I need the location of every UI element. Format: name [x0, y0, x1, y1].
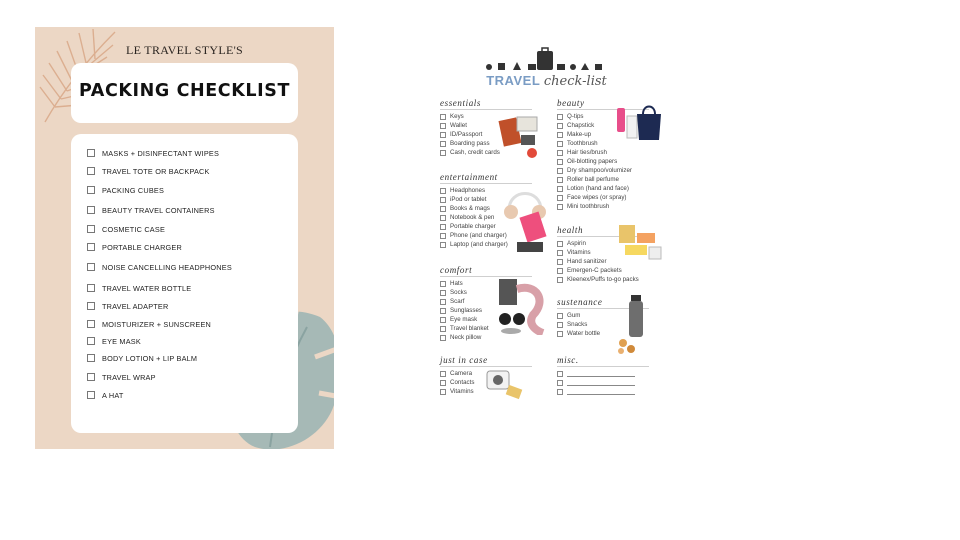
list-item[interactable]: Hand sanitizer — [557, 257, 649, 266]
checkbox[interactable] — [440, 380, 446, 386]
checkbox[interactable] — [557, 268, 563, 274]
list-item[interactable]: Mini toothbrush — [557, 202, 649, 211]
list-item[interactable]: Chapstick — [557, 121, 649, 130]
section-heading: entertainment — [440, 172, 532, 184]
checkbox[interactable] — [557, 114, 563, 120]
checklist-item[interactable]: TRAVEL TOTE OR BACKPACK — [87, 165, 210, 177]
section-heading: health — [557, 225, 649, 237]
checkbox[interactable] — [440, 389, 446, 395]
checklist-item[interactable]: TRAVEL WRAP — [87, 371, 156, 383]
checkbox[interactable] — [557, 177, 563, 183]
checkbox[interactable] — [87, 284, 95, 292]
list-item[interactable]: Kleenex/Puffs to-go packs — [557, 275, 649, 284]
checkbox[interactable] — [87, 320, 95, 328]
checklist-title: PACKING CHECKLIST — [78, 81, 291, 101]
checkbox[interactable] — [87, 337, 95, 345]
entertainment-photo — [503, 180, 553, 255]
checkbox[interactable] — [440, 242, 446, 248]
checkbox[interactable] — [87, 391, 95, 399]
checkbox[interactable] — [87, 225, 95, 233]
list-item[interactable]: Water bottle — [557, 329, 649, 338]
list-item[interactable]: Eye mask — [440, 315, 532, 324]
list-item[interactable]: Aspirin — [557, 239, 649, 248]
section-heading: beauty — [557, 98, 649, 110]
checklist-item[interactable]: TRAVEL ADAPTER — [87, 300, 168, 312]
checklist-list — [71, 134, 298, 433]
list-item[interactable]: Dry shampoo/volumizer — [557, 166, 649, 175]
checkbox[interactable] — [440, 326, 446, 332]
list-item[interactable]: Phone (and charger) — [440, 231, 532, 240]
list-item[interactable]: Neck pillow — [440, 333, 532, 342]
checkbox[interactable] — [440, 233, 446, 239]
checklist-item[interactable]: COSMETIC CASE — [87, 223, 165, 235]
checklist-item[interactable]: BODY LOTION + LIP BALM — [87, 352, 197, 364]
checkbox[interactable] — [440, 132, 446, 138]
checkbox[interactable] — [557, 380, 563, 386]
list-item[interactable]: Vitamins — [440, 387, 532, 396]
list-item[interactable]: Notebook & pen — [440, 213, 532, 222]
checkbox[interactable] — [87, 186, 95, 194]
checklist-item[interactable]: BEAUTY TRAVEL CONTAINERS — [87, 204, 215, 216]
blank-line[interactable] — [567, 389, 635, 395]
list-item[interactable]: Roller ball perfume — [557, 175, 649, 184]
blank-line[interactable] — [567, 380, 635, 386]
checklist-item[interactable]: MASKS + DISINFECTANT WIPES — [87, 147, 219, 159]
checklist-item[interactable]: PORTABLE CHARGER — [87, 241, 182, 253]
list-item[interactable]: Lotion (hand and face) — [557, 184, 649, 193]
checkbox[interactable] — [440, 123, 446, 129]
just-in-case-photo — [485, 367, 525, 401]
list-item[interactable]: Oil-blotting papers — [557, 157, 649, 166]
list-item[interactable]: Travel blanket — [440, 324, 532, 333]
checklist-item[interactable]: PACKING CUBES — [87, 184, 164, 196]
title-box — [71, 63, 298, 123]
list-item[interactable]: Keys — [440, 112, 532, 121]
list-item[interactable]: Camera — [440, 369, 532, 378]
list-item[interactable]: Contacts — [440, 378, 532, 387]
list-item[interactable]: Snacks — [557, 320, 649, 329]
health-photo — [617, 221, 665, 263]
checklist-item[interactable]: TRAVEL WATER BOTTLE — [87, 282, 191, 294]
comfort-photo — [497, 275, 549, 335]
checkbox[interactable] — [440, 290, 446, 296]
checkbox[interactable] — [440, 371, 446, 377]
checklist-item[interactable]: MOISTURIZER + SUNSCREEN — [87, 318, 211, 330]
section-heading: sustenance — [557, 297, 649, 309]
checkbox[interactable] — [557, 313, 563, 319]
list-item[interactable]: Scarf — [440, 297, 532, 306]
checkbox[interactable] — [557, 168, 563, 174]
list-item[interactable]: Wallet — [440, 121, 532, 130]
checkbox[interactable] — [440, 281, 446, 287]
section-heading: comfort — [440, 265, 532, 277]
checkbox[interactable] — [557, 132, 563, 138]
checkbox[interactable] — [557, 123, 563, 129]
list-item[interactable]: Q-tips — [557, 112, 649, 121]
checkbox[interactable] — [87, 149, 95, 157]
list-item[interactable]: Hair ties/brush — [557, 148, 649, 157]
checkbox[interactable] — [557, 389, 563, 395]
checkbox[interactable] — [87, 167, 95, 175]
list-item[interactable]: Emergen-C packets — [557, 266, 649, 275]
section-heading: essentials — [440, 98, 532, 110]
blank-line[interactable] — [567, 371, 635, 377]
blank-item[interactable] — [557, 369, 649, 378]
checkbox[interactable] — [440, 206, 446, 212]
checkbox[interactable] — [440, 114, 446, 120]
checkbox[interactable] — [87, 373, 95, 381]
checklist-item[interactable]: NOISE CANCELLING HEADPHONES — [87, 261, 232, 273]
checkbox[interactable] — [557, 371, 563, 377]
section-heading: misc. — [557, 355, 649, 367]
list-item[interactable]: Cash, credit cards — [440, 148, 532, 157]
list-item[interactable]: Sunglasses — [440, 306, 532, 315]
list-item[interactable]: Portable charger — [440, 222, 532, 231]
list-item[interactable]: Gum — [557, 311, 649, 320]
sustenance-photo — [617, 293, 653, 357]
checkbox[interactable] — [557, 186, 563, 192]
section-misc — [557, 355, 649, 396]
list-item[interactable]: Books & mags — [440, 204, 532, 213]
travel-checklist-title: TRAVEL check-list — [486, 73, 607, 89]
checkbox[interactable] — [557, 195, 563, 201]
list-item[interactable]: Hats — [440, 279, 532, 288]
checkbox[interactable] — [440, 299, 446, 305]
checkbox[interactable] — [440, 224, 446, 230]
list-item[interactable]: Boarding pass — [440, 139, 532, 148]
checkbox[interactable] — [557, 241, 563, 247]
list-item[interactable]: Vitamins — [557, 248, 649, 257]
blank-item[interactable] — [557, 378, 649, 387]
checkbox[interactable] — [440, 141, 446, 147]
checkbox[interactable] — [557, 204, 563, 210]
vertical-credit-text — [657, 315, 665, 395]
checkbox[interactable] — [440, 308, 446, 314]
list-item[interactable]: Toothbrush — [557, 139, 649, 148]
list-item[interactable]: Headphones — [440, 186, 532, 195]
packing-checklist-card — [35, 27, 334, 449]
checkbox[interactable] — [440, 317, 446, 323]
checkbox[interactable] — [557, 150, 563, 156]
checkbox[interactable] — [87, 354, 95, 362]
checkbox[interactable] — [440, 335, 446, 341]
list-item[interactable]: ID/Passport — [440, 130, 532, 139]
checkbox[interactable] — [440, 188, 446, 194]
travel-icons-row — [481, 47, 611, 73]
checklist-item[interactable]: A HAT — [87, 389, 124, 401]
checkbox[interactable] — [87, 206, 95, 214]
checkbox[interactable] — [557, 277, 563, 283]
essentials-photo — [497, 113, 547, 163]
list-item[interactable]: Make-up — [557, 130, 649, 139]
blank-item[interactable] — [557, 387, 649, 396]
checkbox[interactable] — [440, 215, 446, 221]
checkbox[interactable] — [557, 159, 563, 165]
checkbox[interactable] — [87, 302, 95, 310]
checkbox[interactable] — [557, 259, 563, 265]
checkbox[interactable] — [557, 141, 563, 147]
list-item[interactable]: iPod or tablet — [440, 195, 532, 204]
checkbox[interactable] — [87, 243, 95, 251]
checkbox[interactable] — [557, 331, 563, 337]
checkbox[interactable] — [87, 263, 95, 271]
checkbox[interactable] — [557, 250, 563, 256]
travel-checklist-card — [425, 45, 668, 403]
beauty-photo — [615, 100, 665, 145]
checkbox[interactable] — [557, 322, 563, 328]
section-heading: just in case — [440, 355, 532, 367]
brand-line: LE TRAVEL STYLE'S — [125, 43, 244, 57]
list-item[interactable]: Laptop (and charger) — [440, 240, 532, 249]
checkbox[interactable] — [440, 197, 446, 203]
list-item[interactable]: Socks — [440, 288, 532, 297]
checkbox[interactable] — [440, 150, 446, 156]
checklist-item[interactable]: EYE MASK — [87, 335, 141, 347]
list-item[interactable]: Face wipes (or spray) — [557, 193, 649, 202]
